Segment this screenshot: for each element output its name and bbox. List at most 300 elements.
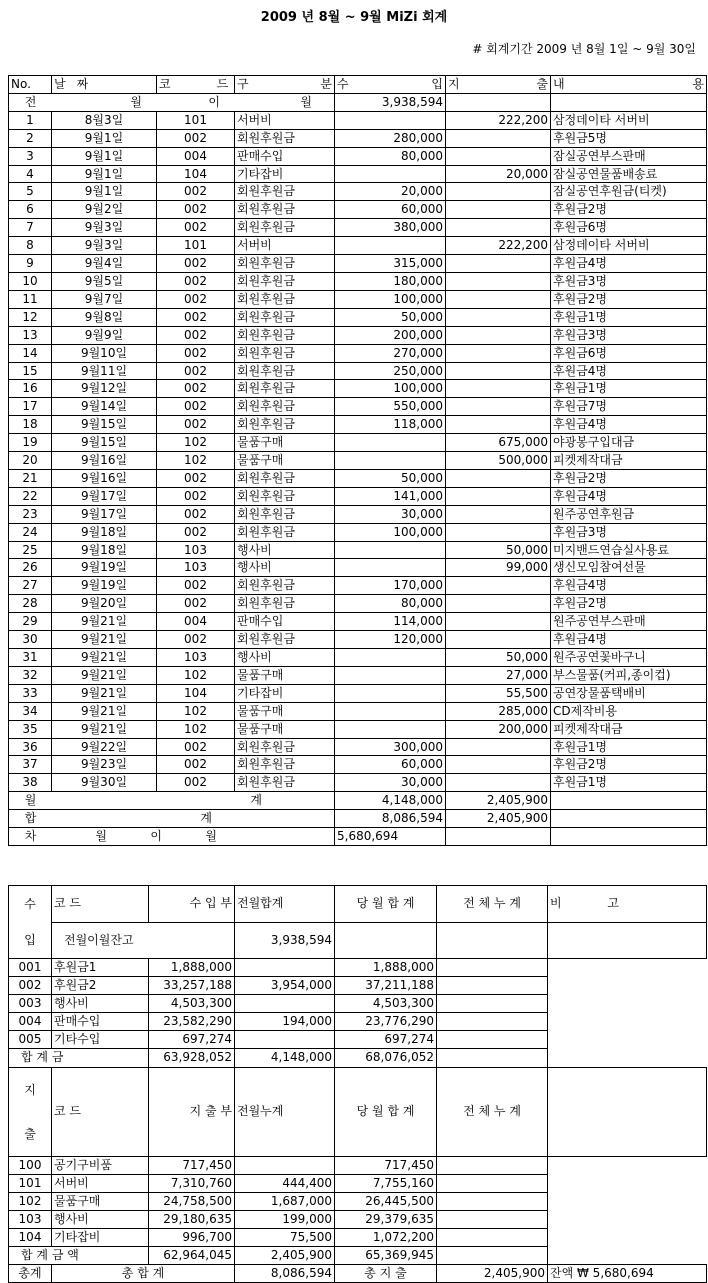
header-category: 구 분 [235, 76, 335, 94]
ledger-row [9, 434, 707, 452]
row-description: 원주공연후원금 [551, 505, 707, 523]
summary-month: 75,500 [235, 1228, 335, 1246]
row-no: 34 [9, 702, 52, 720]
summary-month [235, 995, 335, 1013]
summary-prev: 29,180,635 [149, 1210, 235, 1228]
row-code: 002 [157, 523, 235, 541]
row-no: 11 [9, 290, 52, 308]
ledger-row [9, 344, 707, 362]
row-code: 102 [157, 702, 235, 720]
grand-summary-row [9, 1265, 707, 1283]
row-no: 7 [9, 219, 52, 237]
row-no: 9 [9, 255, 52, 273]
row-date: 9월14일 [52, 398, 157, 416]
row-category: 회원후원금 [235, 183, 335, 201]
row-income: 100,000 [335, 380, 446, 398]
row-expense: 285,000 [446, 702, 551, 720]
summary-code: 103 [9, 1210, 52, 1228]
summary-cumulative: 1,888,000 [335, 959, 437, 977]
row-income [335, 559, 446, 577]
row-code: 102 [157, 434, 235, 452]
row-no: 5 [9, 183, 52, 201]
income-side-1: 수 [24, 897, 36, 911]
summary-code: 001 [9, 959, 52, 977]
ledger-row [9, 272, 707, 290]
row-date: 9월18일 [52, 541, 157, 559]
summary-part: 기타잡비 [52, 1228, 149, 1246]
header-expense: 지 출 [446, 76, 551, 94]
next-label-3: 이 [150, 829, 162, 844]
expense-row [9, 1192, 707, 1210]
row-category: 회원후원금 [235, 380, 335, 398]
expense-header-code: 코 드 [52, 1067, 149, 1156]
row-expense [446, 380, 551, 398]
row-expense: 500,000 [446, 452, 551, 470]
row-code: 104 [157, 165, 235, 183]
row-income: 300,000 [335, 738, 446, 756]
summary-month: 1,687,000 [235, 1192, 335, 1210]
page-title: 2009 년 8월 ~ 9월 MiZi 회계 [260, 10, 448, 25]
carryover-label-4: 월 [300, 94, 312, 109]
monthly-label-1: 월 [24, 793, 37, 808]
summary-prev: 24,758,500 [149, 1192, 235, 1210]
row-income: 50,000 [335, 308, 446, 326]
next-carryover-row [9, 828, 707, 846]
row-category: 행사비 [235, 541, 335, 559]
row-code: 002 [157, 219, 235, 237]
row-expense [446, 523, 551, 541]
expense-total-row [9, 1247, 707, 1265]
row-code: 002 [157, 398, 235, 416]
row-date: 9월12일 [52, 380, 157, 398]
ledger-row [9, 201, 707, 219]
row-code: 002 [157, 469, 235, 487]
row-date: 9월9일 [52, 326, 157, 344]
row-code: 002 [157, 344, 235, 362]
ledger-row [9, 756, 707, 774]
row-description: 후원금1명 [551, 380, 707, 398]
income-header-note: 비 고 [548, 886, 707, 923]
row-date: 9월21일 [52, 631, 157, 649]
expense-total-label: 합 계 금 액 [9, 1247, 149, 1265]
row-code: 004 [157, 613, 235, 631]
row-income: 141,000 [335, 487, 446, 505]
row-category: 회원후원금 [235, 344, 335, 362]
summary-code: 101 [9, 1174, 52, 1192]
row-description: 잠실공연물품배송료 [551, 165, 707, 183]
row-income: 60,000 [335, 201, 446, 219]
summary-part: 후원금2 [52, 977, 149, 995]
row-code: 002 [157, 380, 235, 398]
row-date: 9월2일 [52, 201, 157, 219]
row-expense [446, 129, 551, 147]
row-no: 12 [9, 308, 52, 326]
row-description: 삼정데이타 서버비 [551, 111, 707, 129]
total-income: 8,086,594 [335, 810, 446, 828]
summary-cumulative: 697,274 [335, 1031, 437, 1049]
income-total-prev: 63,928,052 [149, 1049, 235, 1067]
row-description: 후원금1명 [551, 774, 707, 792]
row-category: 회원후원금 [235, 201, 335, 219]
next-label-4: 월 [205, 829, 217, 844]
summary-prev: 697,274 [149, 1031, 235, 1049]
expense-total-cumulative: 65,369,945 [335, 1247, 437, 1265]
row-income: 100,000 [335, 523, 446, 541]
row-income [335, 452, 446, 470]
ledger-row [9, 129, 707, 147]
row-no: 35 [9, 720, 52, 738]
header-date: 날 짜 [52, 76, 157, 94]
income-header-part: 수 입 부 [149, 886, 235, 923]
row-expense: 55,500 [446, 684, 551, 702]
summary-month: 3,954,000 [235, 977, 335, 995]
summary-code: 003 [9, 995, 52, 1013]
row-category: 회원후원금 [235, 326, 335, 344]
row-no: 6 [9, 201, 52, 219]
row-expense [446, 505, 551, 523]
row-code: 002 [157, 129, 235, 147]
row-description: 삼정데이타 서버비 [551, 237, 707, 255]
ledger-row [9, 183, 707, 201]
monthly-income: 4,148,000 [335, 792, 446, 810]
row-description: 후원금4명 [551, 416, 707, 434]
row-description: 공연장물품택배비 [551, 684, 707, 702]
row-date: 9월17일 [52, 505, 157, 523]
balance: 잔액 ₩ 5,680,694 [548, 1265, 707, 1283]
ledger-row [9, 631, 707, 649]
prev-balance-label: 전월이월잔고 [52, 922, 235, 959]
ledger-row [9, 613, 707, 631]
row-income [335, 684, 446, 702]
ledger-row [9, 738, 707, 756]
row-no: 10 [9, 272, 52, 290]
row-expense [446, 272, 551, 290]
row-date: 9월11일 [52, 362, 157, 380]
row-code: 102 [157, 452, 235, 470]
row-category: 회원후원금 [235, 290, 335, 308]
total-label-1: 합 [24, 811, 37, 826]
row-code: 103 [157, 541, 235, 559]
row-expense: 27,000 [446, 666, 551, 684]
ledger-row [9, 219, 707, 237]
summary-part: 물품구매 [52, 1192, 149, 1210]
row-income [335, 541, 446, 559]
grand-expense-label: 총 지 출 [335, 1265, 437, 1283]
row-category: 회원후원금 [235, 774, 335, 792]
prev-balance-row [9, 922, 707, 959]
income-row [9, 959, 707, 977]
row-expense: 222,200 [446, 237, 551, 255]
row-description: 후원금4명 [551, 487, 707, 505]
ledger-row [9, 255, 707, 273]
row-category: 행사비 [235, 649, 335, 667]
row-code: 002 [157, 738, 235, 756]
row-description: 후원금6명 [551, 344, 707, 362]
row-income: 60,000 [335, 756, 446, 774]
row-description: 원주공연부스판매 [551, 613, 707, 631]
ledger-row [9, 684, 707, 702]
row-code: 002 [157, 308, 235, 326]
row-income: 80,000 [335, 147, 446, 165]
income-header-cumulative: 전 체 누 계 [437, 886, 548, 923]
row-date: 9월21일 [52, 666, 157, 684]
row-code: 103 [157, 559, 235, 577]
row-no: 31 [9, 649, 52, 667]
summary-prev: 1,888,000 [149, 959, 235, 977]
income-row [9, 1013, 707, 1031]
summary-cumulative: 4,503,300 [335, 995, 437, 1013]
row-category: 회원후원금 [235, 416, 335, 434]
row-no: 24 [9, 523, 52, 541]
row-category: 회원후원금 [235, 469, 335, 487]
row-date: 9월1일 [52, 183, 157, 201]
row-income [335, 649, 446, 667]
row-income [335, 666, 446, 684]
row-category: 서버비 [235, 237, 335, 255]
row-expense [446, 577, 551, 595]
row-expense [446, 738, 551, 756]
grand-total-label [9, 810, 335, 828]
summary-part: 판매수입 [52, 1013, 149, 1031]
row-no: 2 [9, 129, 52, 147]
grand-label: 총계 [9, 1265, 52, 1283]
row-income: 315,000 [335, 255, 446, 273]
row-date: 9월3일 [52, 219, 157, 237]
row-category: 물품구매 [235, 434, 335, 452]
row-category: 회원후원금 [235, 219, 335, 237]
ledger-row [9, 452, 707, 470]
row-code: 002 [157, 774, 235, 792]
summary-month: 194,000 [235, 1013, 335, 1031]
row-expense [446, 147, 551, 165]
row-expense [446, 631, 551, 649]
row-expense: 222,200 [446, 111, 551, 129]
ledger-row [9, 595, 707, 613]
row-date: 9월8일 [52, 308, 157, 326]
row-date: 9월19일 [52, 559, 157, 577]
next-carryover-label [9, 828, 335, 846]
row-code: 002 [157, 756, 235, 774]
row-description: 후원금1명 [551, 738, 707, 756]
row-date: 9월1일 [52, 129, 157, 147]
row-income: 120,000 [335, 631, 446, 649]
row-date: 8월3일 [52, 111, 157, 129]
carryover-label-2: 월 [130, 94, 142, 109]
ledger-row [9, 308, 707, 326]
accounting-period: # 회계기간 2009 년 8월 1일 ~ 9월 30일 [472, 42, 696, 56]
row-no: 26 [9, 559, 52, 577]
row-date: 9월7일 [52, 290, 157, 308]
row-description: 피켓제작대금 [551, 720, 707, 738]
row-description: 후원금3명 [551, 272, 707, 290]
row-description: 후원금2명 [551, 201, 707, 219]
income-header-month: 당 월 합 계 [335, 886, 437, 923]
income-row [9, 1031, 707, 1049]
ledger-row [9, 398, 707, 416]
summary-part: 후원금1 [52, 959, 149, 977]
ledger-row [9, 326, 707, 344]
grand-total-row [9, 810, 707, 828]
income-header-code: 코 드 [52, 886, 149, 923]
row-description: CD제작비용 [551, 702, 707, 720]
summary-cumulative: 1,072,200 [335, 1228, 437, 1246]
income-header-row [9, 886, 707, 923]
summary-code: 005 [9, 1031, 52, 1049]
row-date: 9월15일 [52, 434, 157, 452]
row-income: 200,000 [335, 326, 446, 344]
summary-part: 서버비 [52, 1174, 149, 1192]
row-expense: 675,000 [446, 434, 551, 452]
header-income: 수 입 [335, 76, 446, 94]
row-description: 잠실공연부스판매 [551, 147, 707, 165]
row-no: 20 [9, 452, 52, 470]
grand-expense: 2,405,900 [437, 1265, 548, 1283]
row-expense [446, 398, 551, 416]
row-expense [446, 219, 551, 237]
row-code: 102 [157, 666, 235, 684]
row-date: 9월1일 [52, 165, 157, 183]
carryover-row [9, 93, 707, 111]
row-category: 기타잡비 [235, 684, 335, 702]
row-expense [446, 201, 551, 219]
row-date: 9월18일 [52, 523, 157, 541]
summary-cumulative: 717,450 [335, 1156, 437, 1174]
row-no: 28 [9, 595, 52, 613]
row-category: 회원후원금 [235, 272, 335, 290]
monthly-expense: 2,405,900 [446, 792, 551, 810]
row-income [335, 702, 446, 720]
row-no: 27 [9, 577, 52, 595]
expense-row [9, 1156, 707, 1174]
row-income: 20,000 [335, 183, 446, 201]
row-description: 후원금4명 [551, 255, 707, 273]
total-label-2: 계 [200, 811, 212, 826]
row-date: 9월22일 [52, 738, 157, 756]
summary-code: 004 [9, 1013, 52, 1031]
summary-cumulative: 29,379,635 [335, 1210, 437, 1228]
row-expense [446, 183, 551, 201]
row-date: 9월23일 [52, 756, 157, 774]
row-no: 3 [9, 147, 52, 165]
header-code: 코 드 [157, 76, 235, 94]
ledger-row [9, 147, 707, 165]
row-expense [446, 255, 551, 273]
row-no: 22 [9, 487, 52, 505]
row-code: 103 [157, 649, 235, 667]
row-no: 15 [9, 362, 52, 380]
summary-part: 행사비 [52, 1210, 149, 1228]
row-description: 후원금6명 [551, 219, 707, 237]
ledger-row [9, 720, 707, 738]
summary-prev: 996,700 [149, 1228, 235, 1246]
summary-cumulative: 37,211,188 [335, 977, 437, 995]
row-category: 행사비 [235, 559, 335, 577]
row-category: 물품구매 [235, 666, 335, 684]
row-category: 물품구매 [235, 452, 335, 470]
row-no: 19 [9, 434, 52, 452]
summary-prev: 7,310,760 [149, 1174, 235, 1192]
row-no: 33 [9, 684, 52, 702]
row-code: 101 [157, 111, 235, 129]
summary-month [235, 1031, 335, 1049]
row-description: 원주공연꽃바구니 [551, 649, 707, 667]
expense-row [9, 1228, 707, 1246]
expense-header-row [9, 1067, 707, 1156]
row-date: 9월17일 [52, 487, 157, 505]
row-expense [446, 613, 551, 631]
summary-month [235, 959, 335, 977]
row-expense [446, 290, 551, 308]
income-side-2: 입 [24, 933, 36, 947]
row-category: 회원후원금 [235, 308, 335, 326]
carryover-label [9, 93, 335, 111]
row-code: 002 [157, 362, 235, 380]
row-expense [446, 595, 551, 613]
row-income: 550,000 [335, 398, 446, 416]
carryover-label-1: 전 [24, 94, 37, 109]
grand-income: 8,086,594 [235, 1265, 335, 1283]
total-expense: 2,405,900 [446, 810, 551, 828]
ledger-table [8, 75, 707, 846]
summary-cumulative: 7,755,160 [335, 1174, 437, 1192]
ledger-row [9, 541, 707, 559]
row-no: 23 [9, 505, 52, 523]
row-category: 회원후원금 [235, 487, 335, 505]
ledger-row [9, 362, 707, 380]
ledger-row [9, 523, 707, 541]
row-description: 피켓제작대금 [551, 452, 707, 470]
ledger-row [9, 702, 707, 720]
ledger-row [9, 237, 707, 255]
row-no: 32 [9, 666, 52, 684]
summary-part: 행사비 [52, 995, 149, 1013]
row-expense: 99,000 [446, 559, 551, 577]
expense-total-month: 2,405,900 [235, 1247, 335, 1265]
row-category: 회원후원금 [235, 523, 335, 541]
income-total-row [9, 1049, 707, 1067]
row-date: 9월3일 [52, 237, 157, 255]
header-no: No. [9, 76, 52, 94]
prev-balance: 3,938,594 [235, 922, 335, 959]
row-no: 17 [9, 398, 52, 416]
row-date: 9월21일 [52, 684, 157, 702]
row-category: 회원후원금 [235, 505, 335, 523]
row-expense [446, 487, 551, 505]
row-code: 002 [157, 290, 235, 308]
row-income [335, 434, 446, 452]
summary-prev: 717,450 [149, 1156, 235, 1174]
ledger-row [9, 505, 707, 523]
row-no: 38 [9, 774, 52, 792]
row-income [335, 111, 446, 129]
income-total-cumulative: 68,076,052 [335, 1049, 437, 1067]
ledger-row [9, 666, 707, 684]
row-expense [446, 416, 551, 434]
row-code: 002 [157, 326, 235, 344]
row-income: 270,000 [335, 344, 446, 362]
ledger-row [9, 290, 707, 308]
row-expense [446, 469, 551, 487]
ledger-row [9, 416, 707, 434]
row-code: 002 [157, 487, 235, 505]
expense-side-2: 출 [24, 1126, 36, 1141]
row-income: 114,000 [335, 613, 446, 631]
row-code: 002 [157, 505, 235, 523]
row-description: 후원금2명 [551, 756, 707, 774]
ledger-row [9, 559, 707, 577]
row-income: 80,000 [335, 595, 446, 613]
row-date: 9월21일 [52, 702, 157, 720]
